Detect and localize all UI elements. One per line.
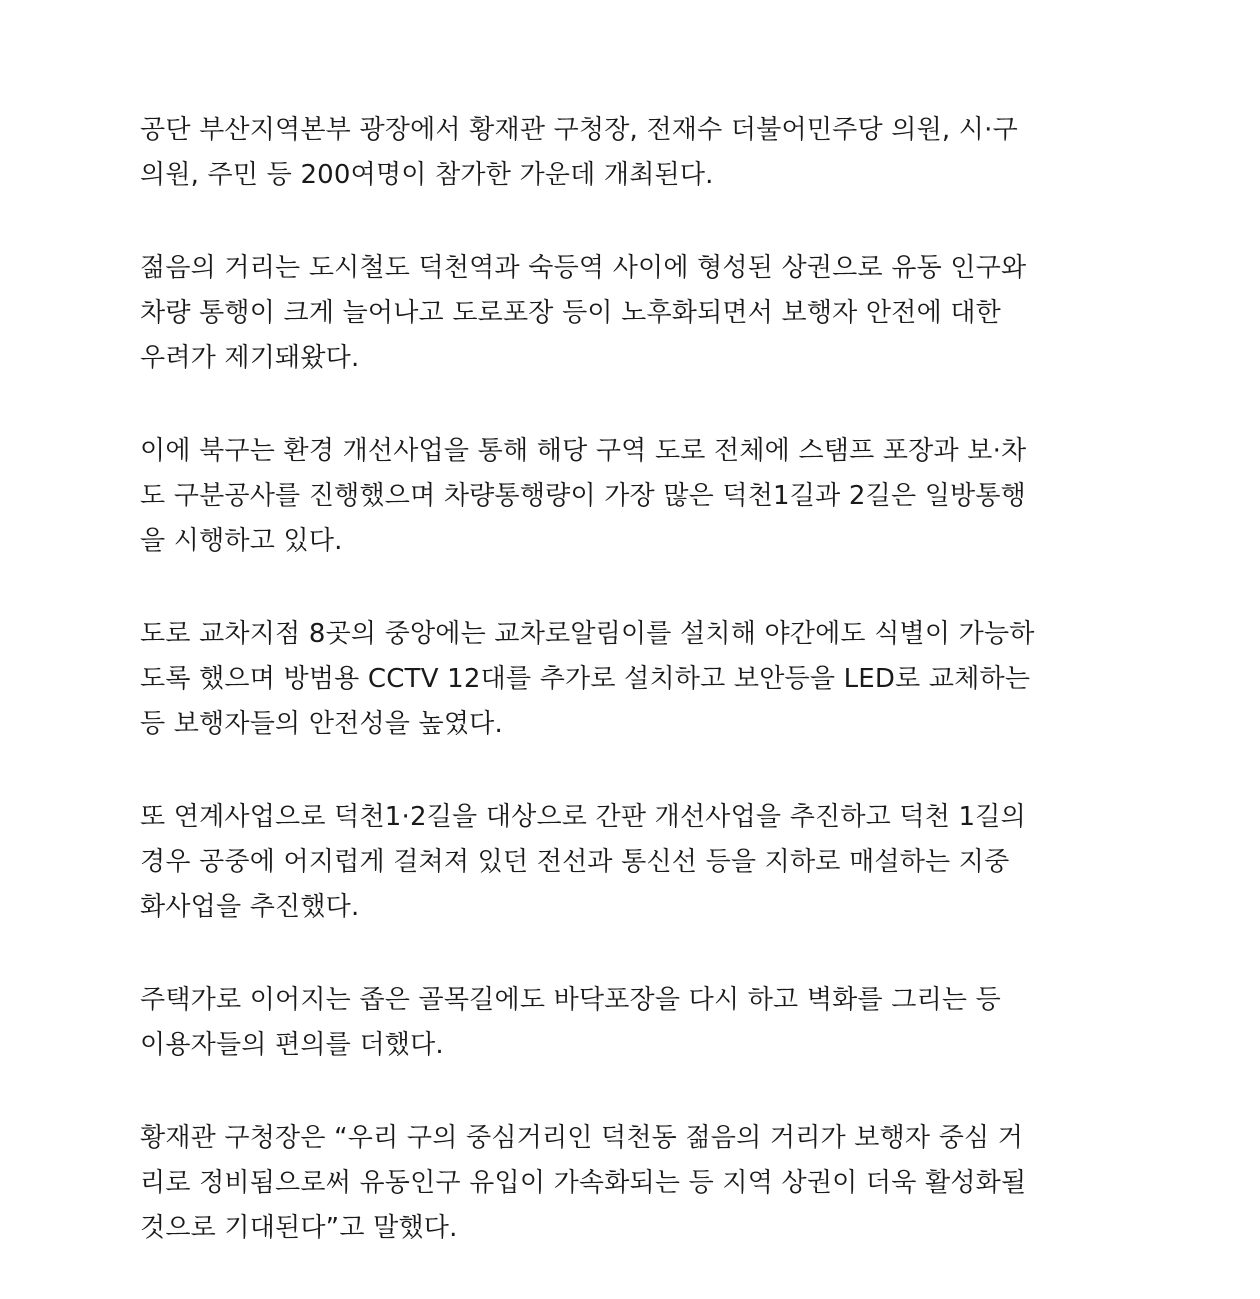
paragraph [140, 1116, 1100, 1251]
text-line: 경우 공중에 어지럽게 걸쳐져 있던 전선과 통신선 등을 지하로 매설하는 지중 [140, 847, 1010, 877]
text-line: 것으로 기대된다”고 말했다. [140, 1213, 458, 1243]
text-line: 젊음의 거리는 도시철도 덕천역과 숙등역 사이에 형성된 상권으로 유동 인구와 [140, 253, 1027, 283]
paragraph [140, 246, 1100, 381]
text-line: 의원, 주민 등 200여명이 참가한 가운데 개최된다. [140, 160, 714, 190]
text-line: 이에 북구는 환경 개선사업을 통해 해당 구역 도로 전체에 스탬프 포장과 보·차 [140, 436, 1027, 466]
text-line: 화사업을 추진했다. [140, 892, 360, 922]
text-line: 리로 정비됨으로써 유동인구 유입이 가속화되는 등 지역 상권이 더욱 활성화될 [140, 1168, 1027, 1198]
paragraph [140, 978, 1100, 1068]
paragraph [140, 429, 1100, 564]
text-line: 이용자들의 편의를 더했다. [140, 1030, 444, 1060]
article-body [140, 108, 1100, 1299]
text-line: 도로 교차지점 8곳의 중앙에는 교차로알림이를 설치해 야간에도 식별이 가능하 [140, 619, 1035, 649]
text-line: 도 구분공사를 진행했으며 차량통행량이 가장 많은 덕천1길과 2길은 일방통행 [140, 481, 1026, 511]
text-line: 도록 했으며 방범용 CCTV 12대를 추가로 설치하고 보안등을 LED로 교체하는 [140, 664, 1031, 694]
text-line: 등 보행자들의 안전성을 높였다. [140, 709, 503, 739]
text-line: 주택가로 이어지는 좁은 골목길에도 바닥포장을 다시 하고 벽화를 그리는 등 [140, 985, 1001, 1015]
text-line: 또 연계사업으로 덕천1·2길을 대상으로 간판 개선사업을 추진하고 덕천 1길의 [140, 802, 1026, 832]
paragraph [140, 108, 1100, 198]
paragraph [140, 612, 1100, 747]
text-line: 공단 부산지역본부 광장에서 황재관 구청장, 전재수 더불어민주당 의원, 시·구 [140, 115, 1018, 145]
paragraph [140, 795, 1100, 930]
text-line: 을 시행하고 있다. [140, 526, 343, 556]
text-line: 우려가 제기돼왔다. [140, 343, 360, 373]
text-line: 차량 통행이 크게 늘어나고 도로포장 등이 노후화되면서 보행자 안전에 대한 [140, 298, 1001, 328]
text-line: 황재관 구청장은 “우리 구의 중심거리인 덕천동 젊음의 거리가 보행자 중심 거 [140, 1123, 1024, 1153]
